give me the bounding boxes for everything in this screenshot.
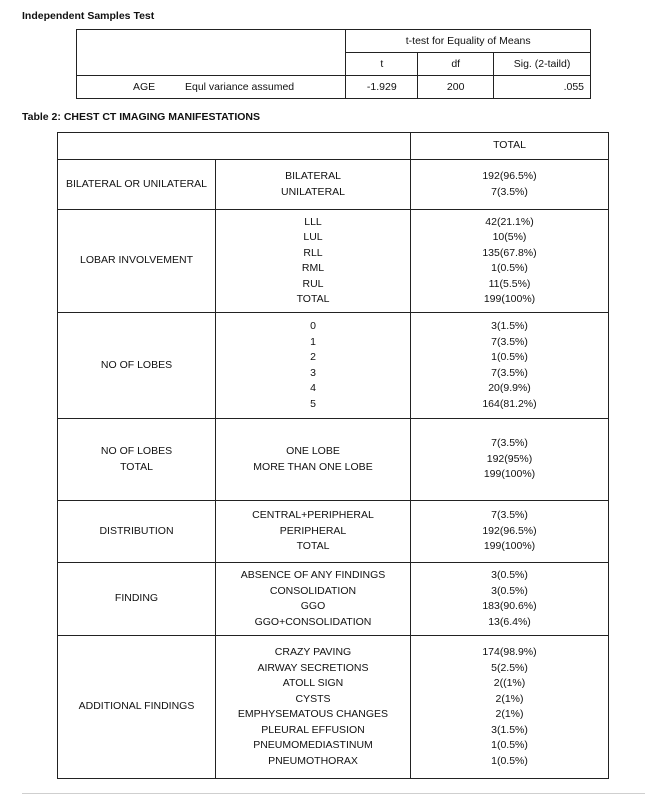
row-values-line: 11(5.5%): [488, 277, 531, 290]
row-values-line: 3(1.5%): [491, 320, 528, 332]
row-category-line: NO OF LOBES: [100, 358, 173, 371]
t1-col-df: df: [418, 53, 494, 76]
row-category: [58, 501, 216, 563]
row-items-line: LLL: [304, 215, 322, 228]
t1-t-value: -1.929: [346, 76, 418, 99]
row-items-line: 5: [310, 397, 316, 410]
row-items-line: ONE LOBE: [286, 445, 340, 457]
row-category-line: FINDING: [114, 592, 159, 605]
row-values-line: 192(96.5%): [482, 170, 537, 182]
row-values-line: 199(100%): [483, 468, 536, 481]
row-items-line: CYSTS: [295, 692, 331, 705]
t1-row-var: AGE: [133, 81, 156, 93]
independent-samples-test-title: Independent Samples Test: [22, 10, 155, 22]
t2-empty-header: [58, 133, 411, 160]
table-row: [58, 563, 609, 636]
row-values: [411, 160, 609, 210]
row-items-line: 3: [310, 366, 316, 379]
row-values-line: 199(100%): [483, 293, 536, 305]
row-values-line: 5(2.5%): [491, 661, 528, 674]
row-category-line: ADDITIONAL FINDINGS: [78, 700, 195, 713]
row-category-line: DISTRIBUTION: [99, 524, 174, 537]
row-category: [58, 210, 216, 313]
row-items-line: 1: [310, 335, 316, 348]
row-values-line: 3(0.5%): [491, 584, 528, 597]
table-row: [58, 419, 609, 501]
page-bottom-rule: [22, 793, 645, 794]
row-items-line: EMPHYSEMATOUS CHANGES: [237, 708, 389, 720]
row-items-line: CONSOLIDATION: [269, 584, 357, 597]
row-values-line: 7(3.5%): [491, 335, 528, 348]
table-row: [58, 210, 609, 313]
row-values-line: 164(81.2%): [482, 397, 537, 410]
row-values-line: 7(3.5%): [491, 437, 528, 450]
row-items-line: ABSENCE OF ANY FINDINGS: [240, 569, 386, 581]
table-row: [58, 160, 609, 210]
row-items-line: TOTAL: [296, 293, 330, 305]
t1-group-header: t-test for Equality of Means: [346, 30, 591, 53]
row-items-line: 2: [310, 351, 316, 363]
row-values-line: 13(6.4%): [488, 615, 531, 628]
row-values-line: 7(3.5%): [491, 509, 528, 522]
row-values-line: 3(1.5%): [491, 723, 528, 736]
row-values-line: 135(67.8%): [482, 246, 537, 259]
row-category: [58, 419, 216, 501]
row-values-line: 1(0.5%): [491, 754, 528, 767]
row-values-line: 199(100%): [483, 540, 536, 553]
table-row: [58, 636, 609, 779]
row-values-line: 183(90.6%): [482, 600, 537, 612]
row-values-line: 2((1%): [493, 677, 526, 689]
row-values-line: 192(96.5%): [482, 524, 537, 537]
row-values: [411, 636, 609, 779]
row-items-line: AIRWAY SECRETIONS: [257, 661, 369, 674]
row-items: [216, 563, 411, 636]
row-items-line: ATOLL SIGN: [282, 677, 344, 689]
row-items-line: BILATERAL: [285, 170, 341, 182]
row-values-line: 2(1%): [495, 692, 524, 705]
row-values-line: 3(0.5%): [491, 569, 528, 581]
row-items-line: GGO+CONSOLIDATION: [254, 615, 372, 628]
row-items: [216, 160, 411, 210]
row-category: [58, 636, 216, 779]
chest-ct-table-title: Table 2: CHEST CT IMAGING MANIFESTATIONS: [22, 111, 261, 123]
row-items: [216, 636, 411, 779]
t1-row-label: [77, 76, 346, 99]
t2-total-header: TOTAL: [411, 133, 609, 160]
row-items-line: RML: [301, 262, 325, 274]
row-values-line: 1(0.5%): [491, 351, 528, 363]
row-category-line: NO OF LOBES: [100, 445, 173, 457]
row-items-line: 0: [310, 320, 316, 332]
row-items-line: 4: [310, 382, 316, 394]
row-items-line: LUL: [303, 231, 323, 243]
row-items-line: UNILATERAL: [281, 185, 345, 198]
row-items-line: MORE THAN ONE LOBE: [253, 460, 373, 473]
row-items-line: CENTRAL+PERIPHERAL: [252, 509, 374, 522]
row-items-line: PERIPHERAL: [279, 524, 347, 537]
row-category: [58, 313, 216, 419]
t1-empty-corner: [77, 30, 346, 76]
t1-col-t: t: [346, 53, 418, 76]
t1-df-value: 200: [418, 76, 494, 99]
row-items-line: TOTAL: [296, 540, 330, 553]
row-items-line: PNEUMOMEDIASTINUM: [253, 739, 373, 751]
row-values: [411, 210, 609, 313]
t1-sig-value: .055: [494, 76, 591, 99]
row-values-line: 2(1%): [495, 708, 524, 720]
t1-row-assumption: Equl variance assumed: [185, 81, 295, 93]
row-values-line: 10(5%): [492, 231, 527, 243]
row-category: [58, 563, 216, 636]
row-values: [411, 563, 609, 636]
row-items: [216, 501, 411, 563]
row-items-line: PNEUMOTHORAX: [268, 754, 358, 767]
row-values-line: 7(3.5%): [491, 366, 528, 379]
row-values-line: 42(21.1%): [485, 215, 534, 228]
row-items-line: RUL: [302, 277, 324, 290]
row-values: [411, 313, 609, 419]
row-items-line: RLL: [303, 246, 323, 259]
table-row: [58, 501, 609, 563]
chest-ct-table: [57, 132, 609, 779]
row-category-line: TOTAL: [120, 460, 153, 473]
row-values: [411, 419, 609, 501]
t1-col-sig: Sig. (2-taild): [494, 53, 591, 76]
row-items: [216, 313, 411, 419]
row-category: [58, 160, 216, 210]
row-items-line: PLEURAL EFFUSION: [261, 723, 365, 736]
row-values-line: 1(0.5%): [491, 262, 528, 274]
row-items: [216, 210, 411, 313]
row-values-line: 192(95%): [486, 452, 533, 465]
row-values-line: 174(98.9%): [482, 646, 537, 658]
row-values-line: 1(0.5%): [491, 739, 528, 751]
row-category-line: LOBAR INVOLVEMENT: [80, 254, 193, 267]
row-values-line: 7(3.5%): [491, 185, 528, 198]
row-items-line: GGO: [300, 600, 326, 612]
independent-samples-test-table: [76, 29, 591, 99]
row-items-line: CRAZY PAVING: [274, 646, 352, 658]
table-row: [58, 313, 609, 419]
row-items: [216, 419, 411, 501]
row-values-line: 20(9.9%): [488, 382, 531, 394]
row-values: [411, 501, 609, 563]
row-category-line: BILATERAL OR UNILATERAL: [65, 177, 207, 190]
